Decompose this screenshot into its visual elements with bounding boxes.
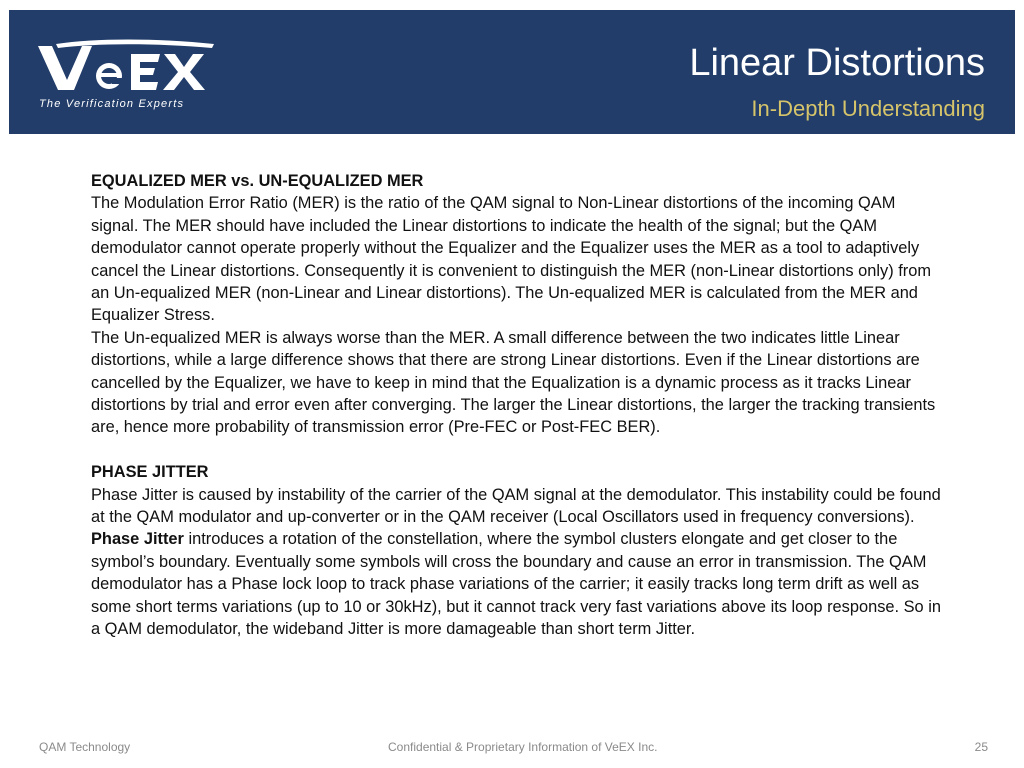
veex-logo [36, 36, 216, 122]
slide-title: Linear Distortions [689, 42, 985, 84]
footer-left-label: QAM Technology [39, 740, 131, 754]
slide-body [91, 170, 941, 641]
header-banner [9, 10, 1015, 134]
paragraph-phase-jitter [91, 484, 941, 641]
section-heading-phase-jitter: PHASE JITTER [91, 463, 209, 482]
brand-tagline: The Verification Experts [39, 98, 185, 110]
paragraph-unequalized-mer: The Un-equalized MER is always worse than the MER. A small difference between the two indicates little Linear distortions, while a large difference shows that there are strong Linear distortions. Even if the Linear distortions are cancelled by the Equalizer, we have to keep in mind that the Equalization is a dynamic process as it tracks Linear distortions by trial and error even after converging. The larger the Linear distortions, the larger the tracking transients are, hence more probability of transmission error (Pre-FEC or Post-FEC BER). [91, 328, 936, 437]
phase-jitter-bold-term: Phase Jitter [91, 530, 184, 549]
section-heading-equalized-mer: EQUALIZED MER vs. UN-EQUALIZED MER [91, 172, 424, 190]
phase-jitter-text-start: Phase Jitter is caused by instability of the carrier of the QAM signal at the demodulator. This instability could be found at the QAM modulator and up-converter or in the QAM receiver (Local Oscillators used in frequency conversions). [91, 485, 941, 527]
slide-subtitle: In-Depth Understanding [751, 96, 985, 121]
section-spacer [91, 439, 941, 461]
phase-jitter-text-end: introduces a rotation of the constellation, where the symbol clusters elongate and get closer to the symbol’s boundary. Eventually some symbols will cross the boundary and cause an error in transmission. The QAM demodulator has a Phase lock loop to track phase variations of the carrier; it easily tracks long term drift as well as some short terms variations (up to 10 or 30kHz), but it cannot track very fast variations above its loop response. So in a QAM demodulator, the wideband Jitter is more damageable than short term Jitter. [91, 530, 941, 639]
paragraph-mer-definition: The Modulation Error Ratio (MER) is the ratio of the QAM signal to Non-Linear distortions of the incoming QAM signal. The MER should have included the Linear distortions to indicate the health of the signal; but the QAM demodulator cannot operate properly without the Equalizer and the Equalizer uses the MER as a tool to adaptively cancel the Linear distortions. Consequently it is convenient to distinguish the MER (non-Linear distortions only) from an Un-equalized MER (non-Linear and Linear distortions). The Un-equalized MER is calculated from the MER and Equalizer Stress. [91, 194, 931, 325]
footer-confidential-notice: Confidential & Proprietary Information of VeEX Inc. [388, 740, 658, 754]
veex-logo-mark [36, 36, 216, 96]
page-number: 25 [974, 740, 988, 754]
